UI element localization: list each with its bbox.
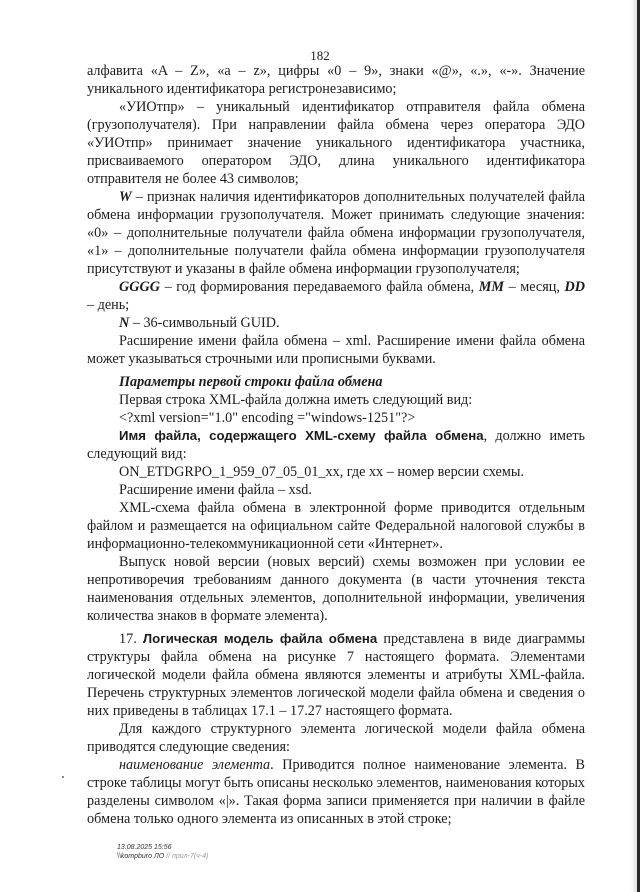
paragraph-schema-name: Имя файла, содержащего XML-схему файла обмена, должно иметь следующий вид: bbox=[87, 428, 585, 462]
paragraph-new-version: Выпуск новой версии (новых версий) схемы возможен при условии ее непротиворечия требованиям данного документа (в части уточнения текста наименования отдельных элементов, дополнительной информации, увеличения количества знаков в формате элемента). bbox=[87, 554, 585, 624]
section-heading-first-line: Параметры первой строки файла обмена bbox=[119, 374, 383, 390]
paragraph-element-name: наименование элемента. Приводится полное наименование элемента. В строке таблицы могут быть описаны несколько элементов, наименования которых разделены символом «|». Такая форма записи применяется при наличии в файле обмена только одного элемента из описанных в этой строке; bbox=[87, 757, 585, 827]
paragraph-alphabet: алфавита «A – Z», «a – z», цифры «0 – 9», знаки «@», «.», «-». Значение уникального идентификатора регистронезависимо; bbox=[87, 63, 585, 97]
footer-date: 13.08.2025 15:56 bbox=[117, 844, 172, 851]
schema-file-name: ON_ETDGRPO_1_959_07_05_01_xx, где хх – номер версии схемы. bbox=[119, 464, 524, 480]
paragraph-extension: Расширение имени файла обмена – xml. Расширение имени файла обмена может указываться строчными или прописными буквами. bbox=[87, 333, 585, 367]
paragraph-w-flag: W – признак наличия идентификаторов дополнительных получателей файла обмена информации грузополучателя. Может принимать следующие значения: «0» – дополнительные получатели файла обмена информации грузополучателя, «1» – дополнительные получатели файла обмена информации грузополучателя присутствуют и указаны в файле обмена информации грузополучателя; bbox=[87, 189, 585, 277]
element-name-term: наименование элемента bbox=[119, 757, 271, 773]
xml-declaration: <?xml version="1.0" encoding ="windows-1251"?> bbox=[119, 410, 416, 426]
code-w: W bbox=[119, 189, 132, 205]
footer-stamp bbox=[117, 843, 208, 861]
paragraph-date-parts: GGGG – год формирования передаваемого файла обмена, MM – месяц, DD – день; bbox=[87, 279, 585, 313]
paragraph-guid: N – 36-символьный GUID. bbox=[119, 315, 280, 331]
logical-model-term: Логическая модель файла обмена bbox=[142, 631, 378, 646]
schema-name-label: Имя файла, содержащего XML-схему файла обмена bbox=[119, 428, 484, 443]
paragraph-logical-model: 17. Логическая модель файла обмена представлена в виде диаграммы структуры файла обмена на рисунке 7 настоящего формата. Элементами логической модели файла обмена являются элементы и атрибуты XML-файла. Перечень структурных элементов логической модели файла обмена и сведения о них приведены в таблицах 17.1 – 17.27 настоящего формата. bbox=[87, 631, 585, 719]
paragraph-element-info: Для каждого структурного элемента логической модели файла обмена приводятся следующие сведения: bbox=[87, 721, 585, 755]
footer-path: \\kompburo ЛО // прил-7(ч-4) bbox=[117, 853, 209, 860]
body-text bbox=[87, 62, 585, 828]
scan-speck bbox=[62, 776, 64, 778]
paragraph-xsd-extension: Расширение имени файла – xsd. bbox=[119, 482, 312, 498]
code-n: N bbox=[119, 315, 130, 331]
paragraph-first-line: Первая строка XML-файла должна иметь следующий вид: bbox=[119, 392, 473, 408]
paragraph-schema-publication: XML-схема файла обмена в электронной форме приводится отдельным файлом и размещается на официальном сайте Федеральной налоговой службы в информационно-телекоммуникационной сети «Интернет». bbox=[87, 500, 585, 552]
code-dd: DD bbox=[564, 279, 585, 295]
page-number: 182 bbox=[310, 48, 330, 63]
paragraph-sender-id: «УИОтпр» – уникальный идентификатор отправителя файла обмена (грузополучателя). При направлении файла обмена через оператора ЭДО «УИОтпр» принимает значение уникального идентификатора участника, присваиваемого оператором ЭДО, длина уникального идентификатора отправителя не более 43 символов; bbox=[87, 99, 585, 187]
code-gggg: GGGG bbox=[119, 279, 160, 295]
code-mm: MM bbox=[478, 279, 505, 295]
